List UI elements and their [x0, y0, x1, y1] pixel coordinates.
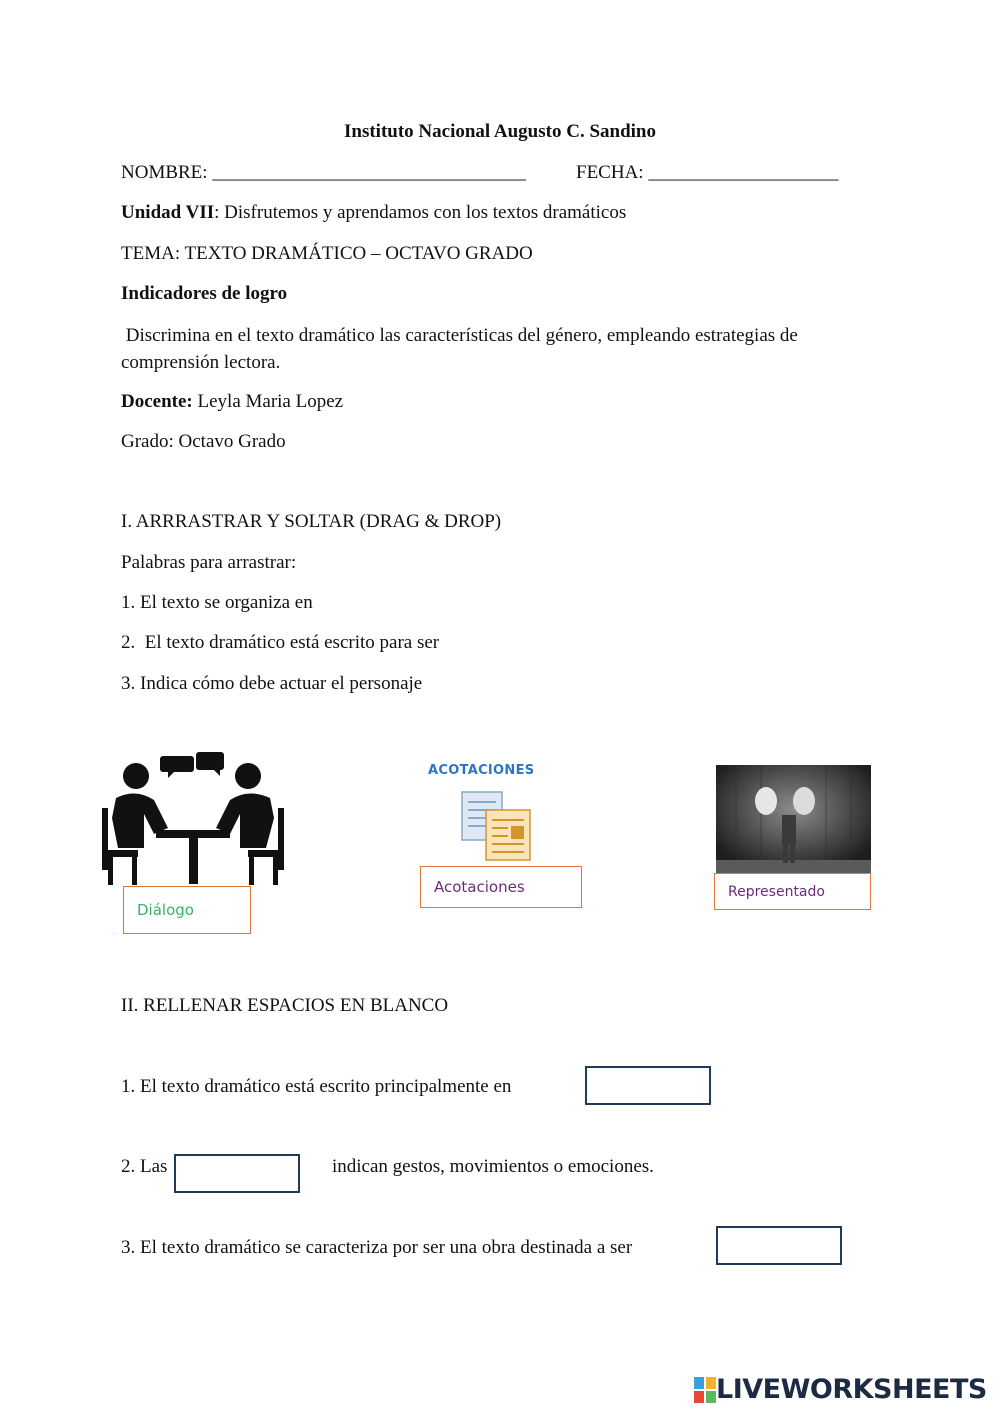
name-label: NOMBRE:	[121, 162, 208, 183]
name-field-row	[121, 162, 526, 184]
indicators-text: Discrimina en el texto dramático las características del género, empleando estrategias de comprensión lectora.	[121, 325, 803, 373]
answer-input-3[interactable]	[716, 1226, 842, 1265]
teacher-name: Leyla Maria Lopez	[192, 391, 344, 412]
drag-tile-acotaciones[interactable]: Acotaciones	[420, 866, 582, 908]
drag-item-3: 3. Indica cómo debe actuar el personaje	[121, 673, 423, 694]
teacher-label: Docente:	[121, 391, 193, 412]
liveworksheets-logo-text: LIVEWORKSHEETS	[716, 1374, 987, 1405]
drag-tile-dialogo[interactable]: Diálogo	[123, 886, 251, 934]
unit-label: Unidad VII	[121, 202, 215, 223]
liveworksheets-logo	[694, 1374, 987, 1405]
drag-tile-representado[interactable]: Representado	[714, 873, 871, 910]
acotaciones-heading: ACOTACIONES	[428, 763, 535, 778]
drag-item-2: 2. El texto dramático está escrito para ser	[121, 632, 440, 653]
date-blank: ____________________	[648, 162, 839, 183]
fill-question-1: 1. El texto dramático está escrito principalmente en	[121, 1076, 512, 1097]
unit-line	[121, 202, 626, 224]
section1-title: I. ARRRASTRAR Y SOLTAR (DRAG & DROP)	[121, 511, 502, 532]
topic-line: TEMA: TEXTO DRAMÁTICO – OCTAVO GRADO	[121, 243, 533, 264]
documents-icon	[458, 788, 534, 862]
liveworksheets-logo-icon	[694, 1377, 716, 1403]
school-title: Instituto Nacional Augusto C. Sandino	[343, 121, 656, 142]
indicators-heading: Indicadores de logro	[121, 283, 288, 304]
drag-item-1: 1. El texto se organiza en	[121, 592, 313, 613]
answer-input-2[interactable]	[174, 1154, 300, 1193]
dialogue-illustration	[98, 748, 288, 888]
theater-masks-image	[716, 765, 871, 875]
fill-question-2-end: indican gestos, movimientos o emociones.	[332, 1156, 654, 1177]
fill-question-3: 3. El texto dramático se caracteriza por ser una obra destinada a ser	[121, 1237, 633, 1258]
teacher-line	[121, 391, 343, 413]
date-label: FECHA:	[576, 162, 644, 183]
section2-title: II. RELLENAR ESPACIOS EN BLANCO	[121, 995, 449, 1016]
name-blank: _________________________________	[212, 162, 526, 183]
unit-text: : Disfrutemos y aprendamos con los textos dramáticos	[214, 202, 627, 223]
date-field-row	[576, 162, 838, 184]
grade-line: Grado: Octavo Grado	[121, 431, 286, 452]
fill-question-2-start: 2. Las	[121, 1156, 168, 1177]
section1-subtitle: Palabras para arrastrar:	[121, 552, 297, 573]
answer-input-1[interactable]	[585, 1066, 711, 1105]
